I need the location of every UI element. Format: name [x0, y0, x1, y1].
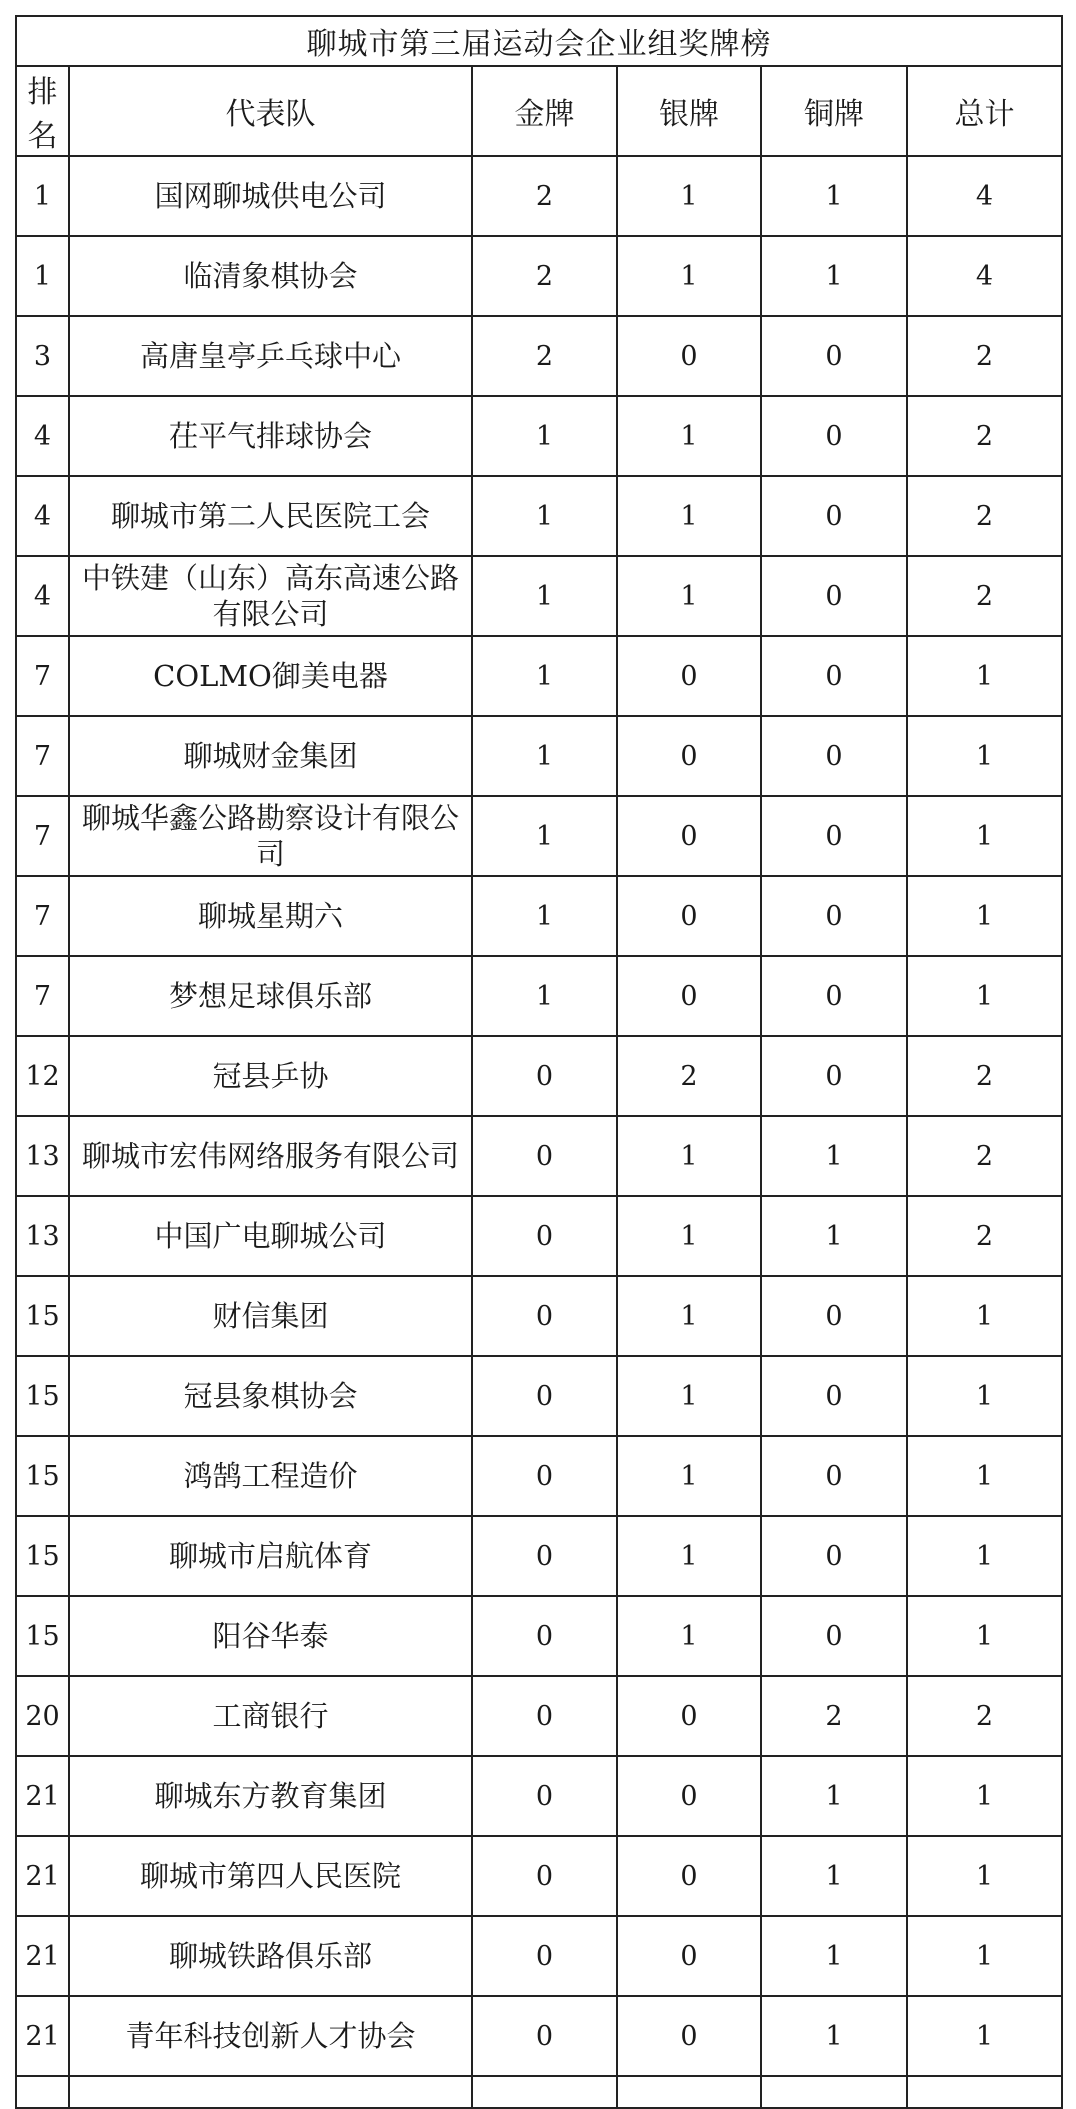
header-bronze: 铜牌 — [761, 66, 907, 156]
team-cell: 财信集团 — [69, 1276, 472, 1356]
team-cell: 冠县乒协 — [69, 1036, 472, 1116]
silver-cell: 2 — [617, 1036, 761, 1116]
team-cell: 中国广电聊城公司 — [69, 1196, 472, 1276]
total-cell: 1 — [907, 1996, 1062, 2076]
gold-cell: 0 — [472, 1756, 617, 1836]
rank-cell: 21 — [16, 1996, 69, 2076]
rank-cell: 21 — [16, 1916, 69, 1996]
bronze-cell: 0 — [761, 876, 907, 956]
rank-cell: 15 — [16, 1276, 69, 1356]
total-cell: 1 — [907, 796, 1062, 876]
table-row — [16, 476, 1062, 556]
gold-cell: 0 — [472, 1436, 617, 1516]
rank-cell: 7 — [16, 636, 69, 716]
bronze-cell: 1 — [761, 1996, 907, 2076]
partial-row — [16, 2076, 1062, 2108]
team-cell: 聊城铁路俱乐部 — [69, 1916, 472, 1996]
silver-cell: 0 — [617, 1916, 761, 1996]
silver-cell: 1 — [617, 1596, 761, 1676]
rank-cell: 7 — [16, 796, 69, 876]
rank-cell: 20 — [16, 1676, 69, 1756]
bronze-cell: 0 — [761, 316, 907, 396]
table-row — [16, 1276, 1062, 1356]
total-cell: 1 — [907, 1596, 1062, 1676]
team-cell: 茌平气排球协会 — [69, 396, 472, 476]
silver-cell: 0 — [617, 1676, 761, 1756]
empty-cell — [472, 2076, 617, 2108]
bronze-cell: 0 — [761, 1036, 907, 1116]
gold-cell: 2 — [472, 236, 617, 316]
silver-cell: 0 — [617, 956, 761, 1036]
team-cell: 高唐皇亭乒乓球中心 — [69, 316, 472, 396]
total-cell: 1 — [907, 1516, 1062, 1596]
header-rank: 排名 — [16, 66, 69, 156]
silver-cell: 0 — [617, 716, 761, 796]
team-cell: 聊城星期六 — [69, 876, 472, 956]
header-gold: 金牌 — [472, 66, 617, 156]
silver-cell: 0 — [617, 316, 761, 396]
table-row — [16, 636, 1062, 716]
rank-cell: 1 — [16, 236, 69, 316]
table-row — [16, 1196, 1062, 1276]
total-cell: 2 — [907, 1116, 1062, 1196]
medal-table — [15, 15, 1063, 2109]
table-row — [16, 1676, 1062, 1756]
rank-cell: 15 — [16, 1356, 69, 1436]
table-row — [16, 396, 1062, 476]
gold-cell: 1 — [472, 396, 617, 476]
total-cell: 1 — [907, 1436, 1062, 1516]
rank-cell: 13 — [16, 1116, 69, 1196]
total-cell: 2 — [907, 1036, 1062, 1116]
header-silver: 银牌 — [617, 66, 761, 156]
total-cell: 2 — [907, 396, 1062, 476]
gold-cell: 0 — [472, 1036, 617, 1116]
total-cell: 1 — [907, 716, 1062, 796]
bronze-cell: 0 — [761, 556, 907, 636]
team-cell: 聊城财金集团 — [69, 716, 472, 796]
team-cell: 临清象棋协会 — [69, 236, 472, 316]
gold-cell: 0 — [472, 1516, 617, 1596]
gold-cell: 2 — [472, 156, 617, 236]
rank-cell: 3 — [16, 316, 69, 396]
gold-cell: 0 — [472, 1116, 617, 1196]
table-row — [16, 1596, 1062, 1676]
table-row — [16, 1516, 1062, 1596]
total-cell: 1 — [907, 1356, 1062, 1436]
silver-cell: 0 — [617, 796, 761, 876]
rank-cell: 13 — [16, 1196, 69, 1276]
rank-cell: 7 — [16, 876, 69, 956]
team-cell: 聊城市启航体育 — [69, 1516, 472, 1596]
bronze-cell: 0 — [761, 476, 907, 556]
total-cell: 1 — [907, 1276, 1062, 1356]
silver-cell: 1 — [617, 1276, 761, 1356]
table-row — [16, 236, 1062, 316]
team-cell: 聊城东方教育集团 — [69, 1756, 472, 1836]
gold-cell: 1 — [472, 556, 617, 636]
gold-cell: 1 — [472, 636, 617, 716]
gold-cell: 0 — [472, 1356, 617, 1436]
total-cell: 2 — [907, 476, 1062, 556]
rank-cell: 21 — [16, 1836, 69, 1916]
bronze-cell: 0 — [761, 1356, 907, 1436]
table-row — [16, 1436, 1062, 1516]
gold-cell: 0 — [472, 1196, 617, 1276]
table-row — [16, 1916, 1062, 1996]
team-cell: 梦想足球俱乐部 — [69, 956, 472, 1036]
team-cell: 工商银行 — [69, 1676, 472, 1756]
rank-cell: 12 — [16, 1036, 69, 1116]
gold-cell: 1 — [472, 876, 617, 956]
silver-cell: 0 — [617, 876, 761, 956]
bronze-cell: 0 — [761, 1596, 907, 1676]
table-row — [16, 796, 1062, 876]
gold-cell: 0 — [472, 1836, 617, 1916]
bronze-cell: 1 — [761, 236, 907, 316]
rank-cell: 15 — [16, 1516, 69, 1596]
rank-cell: 7 — [16, 956, 69, 1036]
table-row — [16, 956, 1062, 1036]
gold-cell: 2 — [472, 316, 617, 396]
table-row — [16, 1036, 1062, 1116]
empty-cell — [617, 2076, 761, 2108]
bronze-cell: 1 — [761, 1756, 907, 1836]
total-cell: 1 — [907, 876, 1062, 956]
total-cell: 2 — [907, 556, 1062, 636]
table-row — [16, 156, 1062, 236]
silver-cell: 1 — [617, 1196, 761, 1276]
bronze-cell: 1 — [761, 1116, 907, 1196]
bronze-cell: 0 — [761, 716, 907, 796]
silver-cell: 1 — [617, 1356, 761, 1436]
table-row — [16, 876, 1062, 956]
gold-cell: 1 — [472, 476, 617, 556]
total-cell: 4 — [907, 236, 1062, 316]
table-row — [16, 1756, 1062, 1836]
table-row — [16, 1116, 1062, 1196]
bronze-cell: 2 — [761, 1676, 907, 1756]
team-cell: 鸿鹄工程造价 — [69, 1436, 472, 1516]
total-cell: 4 — [907, 156, 1062, 236]
table-row — [16, 316, 1062, 396]
table-body — [16, 156, 1062, 2108]
silver-cell: 1 — [617, 1516, 761, 1596]
header-team: 代表队 — [69, 66, 472, 156]
team-cell: 聊城华鑫公路勘察设计有限公司 — [69, 796, 472, 876]
bronze-cell: 0 — [761, 396, 907, 476]
bronze-cell: 1 — [761, 156, 907, 236]
gold-cell: 1 — [472, 796, 617, 876]
bronze-cell: 0 — [761, 796, 907, 876]
table-row — [16, 1356, 1062, 1436]
team-cell: 聊城市第二人民医院工会 — [69, 476, 472, 556]
rank-cell: 4 — [16, 476, 69, 556]
silver-cell: 0 — [617, 1996, 761, 2076]
bronze-cell: 1 — [761, 1836, 907, 1916]
empty-cell — [761, 2076, 907, 2108]
table-row — [16, 1836, 1062, 1916]
silver-cell: 1 — [617, 236, 761, 316]
header-row — [16, 66, 1062, 156]
gold-cell: 0 — [472, 1996, 617, 2076]
bronze-cell: 0 — [761, 1276, 907, 1356]
total-cell: 2 — [907, 1196, 1062, 1276]
bronze-cell: 0 — [761, 1436, 907, 1516]
total-cell: 1 — [907, 1836, 1062, 1916]
medal-table-sheet — [15, 15, 1061, 2109]
bronze-cell: 0 — [761, 1516, 907, 1596]
total-cell: 1 — [907, 1756, 1062, 1836]
gold-cell: 1 — [472, 716, 617, 796]
bronze-cell: 0 — [761, 956, 907, 1036]
total-cell: 2 — [907, 1676, 1062, 1756]
total-cell: 1 — [907, 636, 1062, 716]
rank-cell: 4 — [16, 556, 69, 636]
silver-cell: 1 — [617, 1436, 761, 1516]
silver-cell: 1 — [617, 156, 761, 236]
rank-cell: 1 — [16, 156, 69, 236]
rank-cell: 15 — [16, 1596, 69, 1676]
table-row — [16, 556, 1062, 636]
silver-cell: 1 — [617, 1116, 761, 1196]
team-cell: 聊城市宏伟网络服务有限公司 — [69, 1116, 472, 1196]
silver-cell: 0 — [617, 1836, 761, 1916]
empty-cell — [907, 2076, 1062, 2108]
bronze-cell: 0 — [761, 636, 907, 716]
table-title: 聊城市第三届运动会企业组奖牌榜 — [16, 16, 1062, 66]
team-cell: 冠县象棋协会 — [69, 1356, 472, 1436]
gold-cell: 0 — [472, 1916, 617, 1996]
team-cell: COLMO御美电器 — [69, 636, 472, 716]
bronze-cell: 1 — [761, 1196, 907, 1276]
gold-cell: 0 — [472, 1596, 617, 1676]
rank-cell: 7 — [16, 716, 69, 796]
gold-cell: 1 — [472, 956, 617, 1036]
team-cell: 聊城市第四人民医院 — [69, 1836, 472, 1916]
total-cell: 1 — [907, 1916, 1062, 1996]
table-row — [16, 716, 1062, 796]
table-row — [16, 1996, 1062, 2076]
silver-cell: 0 — [617, 636, 761, 716]
empty-cell — [69, 2076, 472, 2108]
rank-cell: 21 — [16, 1756, 69, 1836]
team-cell: 阳谷华泰 — [69, 1596, 472, 1676]
team-cell: 中铁建（山东）高东高速公路有限公司 — [69, 556, 472, 636]
silver-cell: 1 — [617, 556, 761, 636]
title-row — [16, 16, 1062, 66]
empty-cell — [16, 2076, 69, 2108]
rank-cell: 4 — [16, 396, 69, 476]
silver-cell: 0 — [617, 1756, 761, 1836]
team-cell: 青年科技创新人才协会 — [69, 1996, 472, 2076]
header-total: 总计 — [907, 66, 1062, 156]
bronze-cell: 1 — [761, 1916, 907, 1996]
gold-cell: 0 — [472, 1276, 617, 1356]
silver-cell: 1 — [617, 476, 761, 556]
gold-cell: 0 — [472, 1676, 617, 1756]
total-cell: 2 — [907, 316, 1062, 396]
total-cell: 1 — [907, 956, 1062, 1036]
rank-cell: 15 — [16, 1436, 69, 1516]
team-cell: 国网聊城供电公司 — [69, 156, 472, 236]
silver-cell: 1 — [617, 396, 761, 476]
